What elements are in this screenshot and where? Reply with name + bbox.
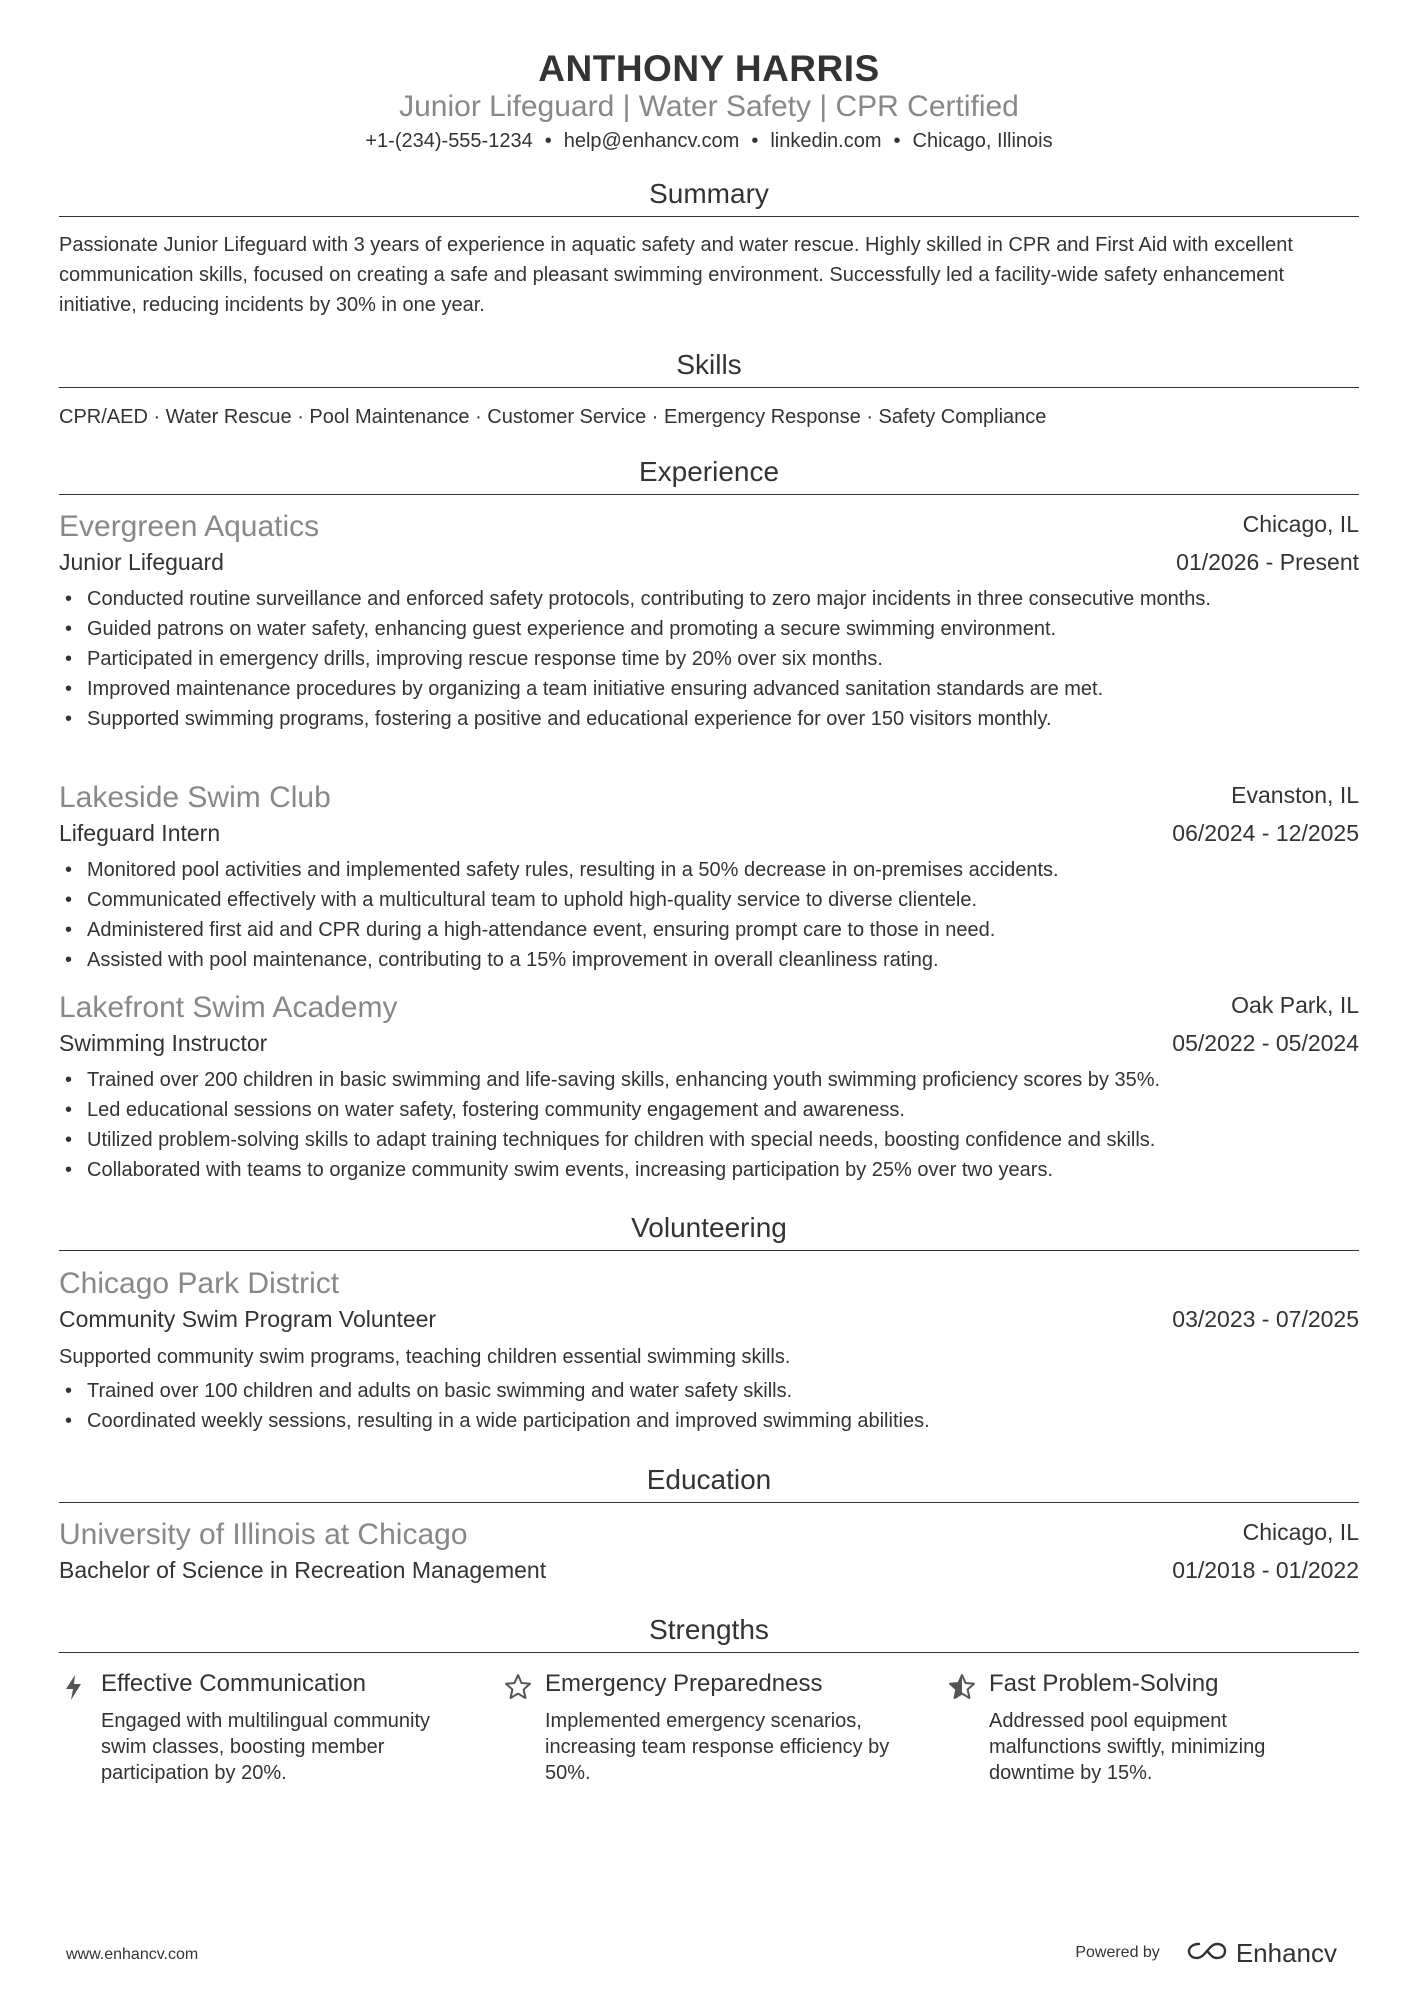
candidate-headline: Junior Lifeguard | Water Safety | CPR Certified <box>399 90 1019 123</box>
job-bullets <box>59 1065 1359 1185</box>
star-outline-icon <box>503 1672 533 1702</box>
school-location: Chicago, IL <box>1242 1519 1359 1545</box>
footer-website-link[interactable]: www.enhancv.com <box>66 1946 199 1963</box>
footer-branding <box>1075 1936 1337 1970</box>
summary-text: Passionate Junior Lifeguard with 3 years of experience in aquatic safety and water rescue. Highly skilled in CPR and First Aid with excellent communication skills, focused on creating a safe and pleasant swimming environment. Successfully led a facility-wide safety enhancement initiative, reducing incidents by 30% in one year. <box>59 234 1293 316</box>
company-name: Lakefront Swim Academy <box>59 991 398 1024</box>
powered-by-label: Powered by <box>1075 1944 1160 1961</box>
phone: +1-(234)-555-1234 <box>365 130 533 152</box>
volunteering-heading: Volunteering <box>59 1212 1359 1251</box>
list-item: • Improved maintenance procedures by organizing a team initiative ensuring advanced sanitation standards are met. <box>59 674 1359 704</box>
location: Chicago, Illinois <box>912 130 1053 152</box>
job-dates: 01/2026 - Present <box>1176 549 1359 575</box>
strength-description: Engaged with multilingual community swim classes, boosting member participation by 20%. <box>101 1710 431 1784</box>
list-item: • Administered first aid and CPR during a high-attendance event, ensuring prompt care to those in need. <box>59 915 1359 945</box>
degree: Bachelor of Science in Recreation Management <box>59 1557 547 1583</box>
candidate-name: ANTHONY HARRIS <box>538 48 880 89</box>
job-bullets <box>59 584 1359 734</box>
company-name: Lakeside Swim Club <box>59 781 331 814</box>
list-item: • Guided patrons on water safety, enhancing guest experience and promoting a secure swimming environment. <box>59 614 1359 644</box>
job-location: Chicago, IL <box>1242 511 1359 537</box>
skills-heading: Skills <box>59 349 1359 388</box>
school-name: University of Illinois at Chicago <box>59 1518 468 1551</box>
strength-title: Effective Communication <box>101 1670 367 1697</box>
list-item: • Trained over 200 children in basic swimming and life-saving skills, enhancing youth swimming proficiency scores by 35%. <box>59 1065 1359 1095</box>
list-item: • Participated in emergency drills, improving rescue response time by 20% over six months. <box>59 644 1359 674</box>
list-item: • Trained over 100 children and adults on basic swimming and water safety skills. <box>59 1376 1359 1406</box>
contact-separator: • <box>893 130 901 152</box>
lightning-bolt-icon <box>59 1672 89 1702</box>
strengths-heading: Strengths <box>59 1614 1359 1653</box>
job-bullets <box>59 855 1359 975</box>
list-item: • Led educational sessions on water safety, fostering community engagement and awareness. <box>59 1095 1359 1125</box>
enhancv-brand[interactable]: Enhancv <box>1235 1937 1337 1968</box>
job-title: Swimming Instructor <box>59 1030 268 1056</box>
organization-name: Chicago Park District <box>59 1267 340 1300</box>
contact-info <box>59 130 1359 153</box>
list-item: • Supported swimming programs, fostering a positive and educational experience for over 150 visitors monthly. <box>59 704 1359 734</box>
strength-description: Addressed pool equipment malfunctions swiftly, minimizing downtime by 15%. <box>989 1710 1266 1784</box>
strength-title: Fast Problem-Solving <box>989 1670 1219 1697</box>
list-item: • Utilized problem-solving skills to adapt training techniques for children with special needs, boosting confidence and skills. <box>59 1125 1359 1155</box>
volunteer-description: Supported community swim programs, teaching children essential swimming skills. <box>59 1346 791 1368</box>
company-name: Evergreen Aquatics <box>59 510 320 543</box>
list-item: • Assisted with pool maintenance, contributing to a 15% improvement in overall cleanliness rating. <box>59 945 1359 975</box>
strength-description: Implemented emergency scenarios, increasing team response efficiency by 50%. <box>545 1710 890 1784</box>
list-item: • Monitored pool activities and implemented safety rules, resulting in a 50% decrease in on-premises accidents. <box>59 855 1359 885</box>
list-item: • Coordinated weekly sessions, resulting in a wide participation and improved swimming abilities. <box>59 1406 1359 1436</box>
strength-title: Emergency Preparedness <box>545 1670 823 1697</box>
job-location: Oak Park, IL <box>1231 992 1359 1018</box>
list-item: • Communicated effectively with a multicultural team to uphold high-quality service to diverse clientele. <box>59 885 1359 915</box>
summary-heading: Summary <box>59 178 1359 217</box>
volunteer-role: Community Swim Program Volunteer <box>59 1306 437 1332</box>
list-item: • Collaborated with teams to organize community swim events, increasing participation by 25% over two years. <box>59 1155 1359 1185</box>
education-dates: 01/2018 - 01/2022 <box>1172 1557 1359 1583</box>
contact-separator: • <box>751 130 759 152</box>
email-link[interactable]: help@enhancv.com <box>563 130 740 152</box>
linkedin-link[interactable]: linkedin.com <box>770 130 882 152</box>
half-star-icon <box>947 1672 977 1702</box>
job-title: Lifeguard Intern <box>59 820 221 846</box>
job-dates: 06/2024 - 12/2025 <box>1172 820 1359 846</box>
enhancv-logo-icon <box>1186 1940 1228 1967</box>
skills-list: CPR/AED · Water Rescue · Pool Maintenance · Customer Service · Emergency Response · Safety Compliance <box>59 406 1047 428</box>
volunteer-dates: 03/2023 - 07/2025 <box>1172 1306 1359 1332</box>
job-title: Junior Lifeguard <box>59 549 224 575</box>
contact-separator: • <box>544 130 552 152</box>
list-item: • Conducted routine surveillance and enforced safety protocols, contributing to zero major incidents in three consecutive months. <box>59 584 1359 614</box>
education-heading: Education <box>59 1464 1359 1503</box>
job-dates: 05/2022 - 05/2024 <box>1172 1030 1359 1056</box>
experience-heading: Experience <box>59 456 1359 495</box>
job-location: Evanston, IL <box>1231 782 1359 808</box>
volunteer-bullets <box>59 1376 1359 1436</box>
